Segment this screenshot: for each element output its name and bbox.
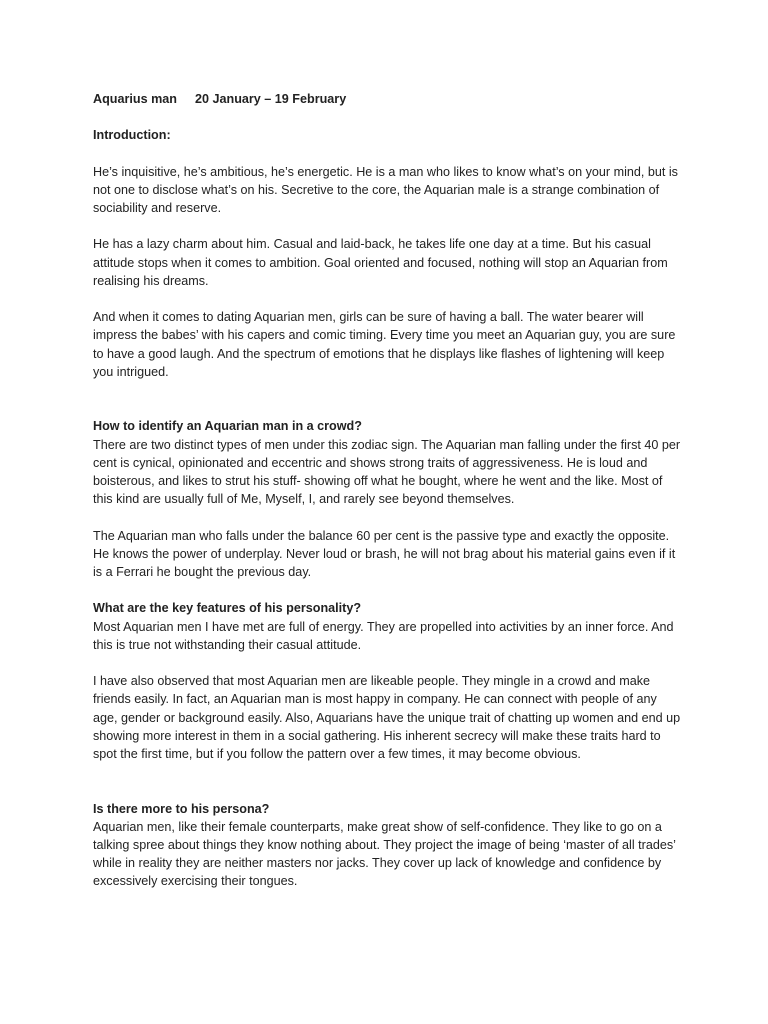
document-dates: 20 January – 19 February (194, 92, 347, 106)
document-title-line (93, 90, 683, 108)
intro-paragraph: He has a lazy charm about him. Casual and laid-back, he takes life one day at a time. But his casual attitude stops when it comes to ambition. Goal oriented and focused, nothing will stop an Aquarian from realising his dreams. (93, 237, 668, 288)
section-paragraph: The Aquarian man who falls under the balance 60 per cent is the passive type and exactly the opposite. He knows the power of underplay. Never loud or brash, he will not brag about his material gains even if it is a Ferrari he bought the previous day. (93, 528, 676, 579)
document-title: Aquarius man (93, 92, 177, 106)
intro-heading: Introduction: (93, 128, 171, 143)
section-heading-identify: How to identify an Aquarian man in a crowd? (93, 419, 362, 434)
section-paragraph: Most Aquarian men I have met are full of energy. They are propelled into activities by an inner force. And this is true not withstanding their casual attitude. (93, 619, 674, 652)
section-paragraph: There are two distinct types of men under this zodiac sign. The Aquarian man falling under the first 40 per cent is cynical, opinionated and eccentric and shows strong traits of aggressiveness. He is loud and boisterous, and likes to strut his stuff- showing off what he bought, where he went and the like. Most of this kind are usually full of Me, Myself, I, and rarely see beyond themselves. (93, 437, 681, 507)
intro-paragraph: He’s inquisitive, he’s ambitious, he’s energetic. He is a man who likes to know what’s on your mind, but is not one to disclose what’s on his. Secretive to the core, the Aquarian male is a strange combination of sociability and reserve. (93, 164, 678, 215)
section-heading-persona: Is there more to his persona? (93, 801, 270, 816)
section-paragraph: I have also observed that most Aquarian men are likeable people. They mingle in a crowd and make friends easily. In fact, an Aquarian man is most happy in company. He can connect with people of any age, gender or background easily. Also, Aquarians have the unique trait of chatting up women and end up showing more interest in them in a social gathering. His inherent secrecy will make these traits hard to spot the first time, but if you follow the pattern over a few times, it may become obvious. (93, 674, 681, 761)
section-heading-personality: What are the key features of his personality? (93, 601, 362, 616)
section-paragraph: Aquarian men, like their female counterparts, make great show of self-confidence. They like to go on a talking spree about things they know nothing about. They project the image of being ‘master of all trades’ while in reality they are neither masters nor jacks. They cover up lack of knowledge and confidence by excessively exercising their tongues. (93, 819, 676, 889)
document-page (93, 90, 683, 891)
intro-paragraph: And when it comes to dating Aquarian men, girls can be sure of having a ball. The water bearer will impress the babes’ with his capers and comic timing. Every time you meet an Aquarian guy, you are sure to have a good laugh. And the spectrum of emotions that he displays like flashes of lightening will keep you intrigued. (93, 310, 676, 379)
